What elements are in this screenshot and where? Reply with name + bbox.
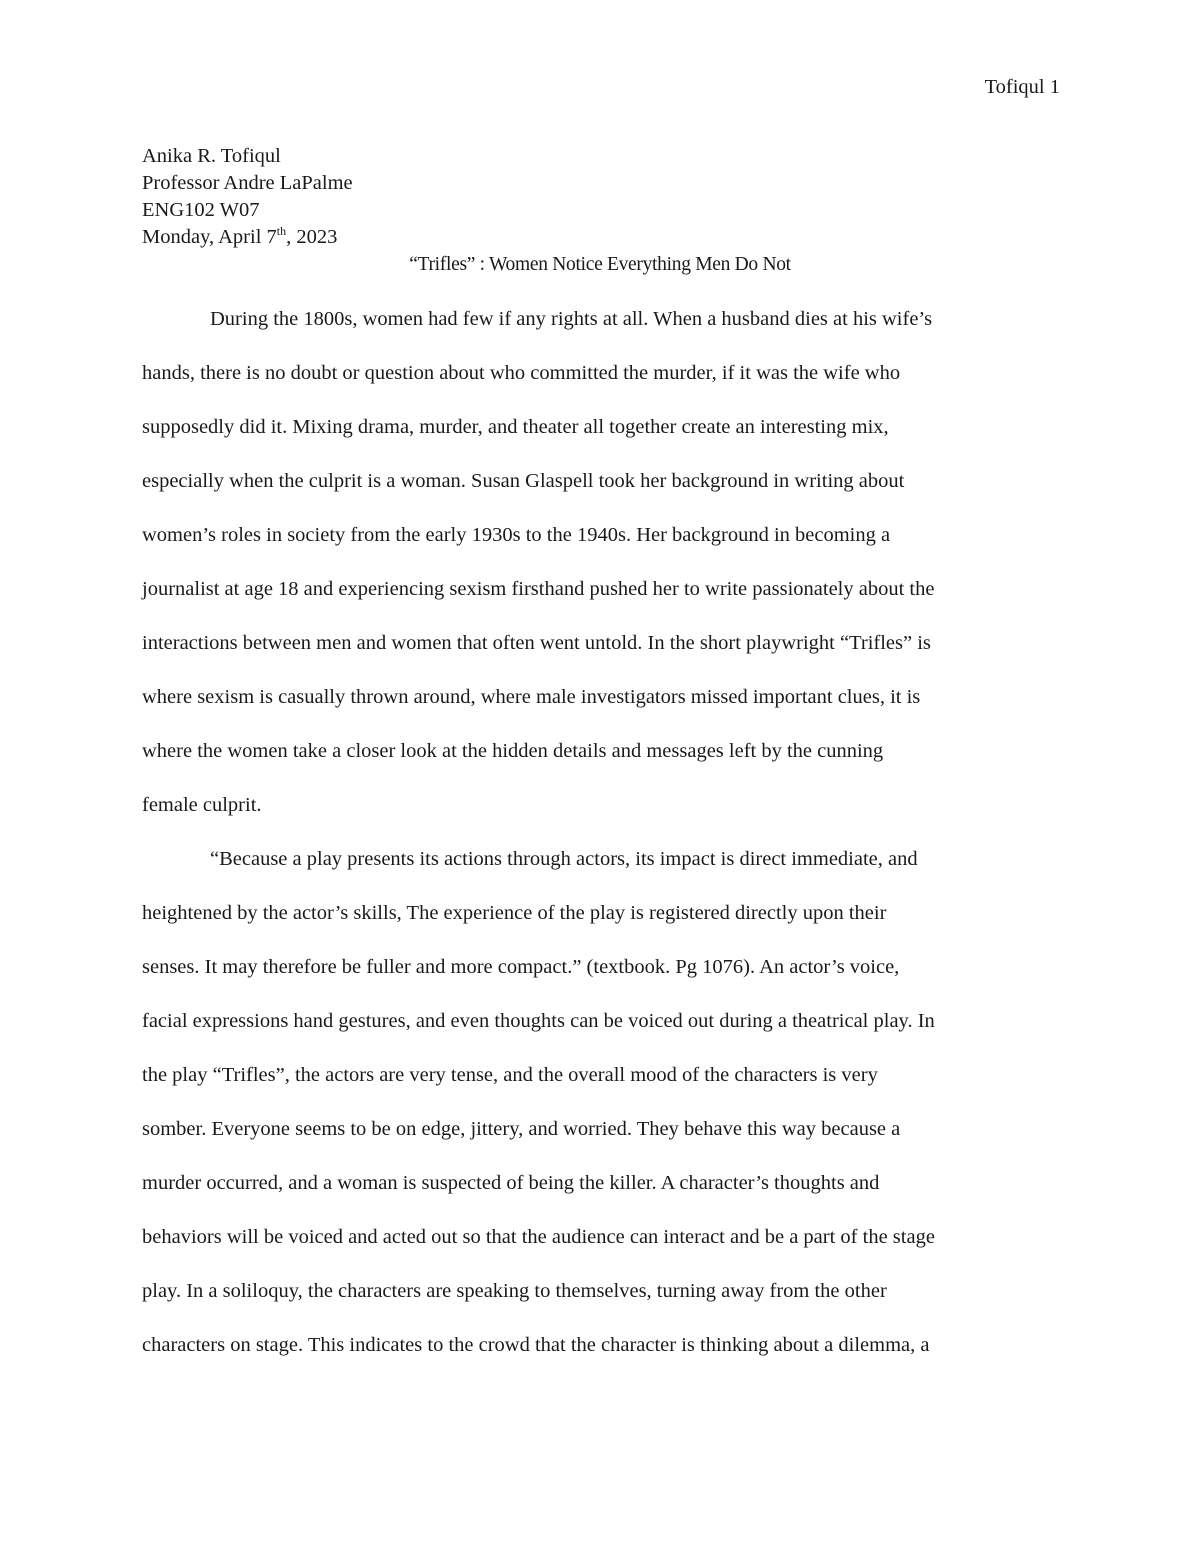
paragraph-2-line-2: heightened by the actor’s skills, The experience of the play is registered directly upon their bbox=[142, 902, 887, 924]
submission-date bbox=[142, 224, 353, 251]
paragraph-2-line-9: play. In a soliloquy, the characters are speaking to themselves, turning away from the other bbox=[142, 1280, 887, 1302]
paragraph-2-line-7: murder occurred, and a woman is suspected of being the killer. A character’s thoughts and bbox=[142, 1172, 880, 1194]
paragraph-2-line-5: the play “Trifles”, the actors are very tense, and the overall mood of the characters is very bbox=[142, 1064, 878, 1086]
paragraph-2-line-10: characters on stage. This indicates to the crowd that the character is thinking about a dilemma, a bbox=[142, 1334, 930, 1356]
paragraph-2-line-4: facial expressions hand gestures, and even thoughts can be voiced out during a theatrical play. In bbox=[142, 1010, 935, 1032]
paragraph-1-line-4: especially when the culprit is a woman. Susan Glaspell took her background in writing about bbox=[142, 470, 905, 492]
professor-name: Professor Andre LaPalme bbox=[142, 172, 353, 194]
running-header: Tofiqul 1 bbox=[984, 76, 1060, 98]
paragraph-1-line-10: female culprit. bbox=[142, 794, 262, 816]
paragraph-1-line-9: where the women take a closer look at the hidden details and messages left by the cunning bbox=[142, 740, 884, 762]
course-code: ENG102 W07 bbox=[142, 199, 260, 221]
date-prefix: Monday, April 7 bbox=[142, 226, 277, 248]
mla-heading bbox=[142, 143, 353, 251]
paragraph-2-line-8: behaviors will be voiced and acted out so that the audience can interact and be a part of the stage bbox=[142, 1226, 935, 1248]
essay-title: “Trifles” : Women Notice Everything Men Do Not bbox=[409, 254, 791, 275]
paragraph-2-line-1: “Because a play presents its actions through actors, its impact is direct immediate, and bbox=[210, 848, 918, 870]
paragraph-1-line-6: journalist at age 18 and experiencing sexism firsthand pushed her to write passionately about the bbox=[142, 578, 935, 600]
paragraph-1-line-7: interactions between men and women that often went untold. In the short playwright “Trifles” is bbox=[142, 632, 931, 654]
paragraph-1-line-3: supposedly did it. Mixing drama, murder, and theater all together create an interesting mix, bbox=[142, 416, 889, 438]
essay-body bbox=[142, 306, 1056, 1386]
author-name: Anika R. Tofiqul bbox=[142, 145, 281, 167]
paragraph-1-line-1: During the 1800s, women had few if any rights at all. When a husband dies at his wife’s bbox=[210, 308, 933, 330]
paragraph-2-line-6: somber. Everyone seems to be on edge, jittery, and worried. They behave this way because a bbox=[142, 1118, 901, 1140]
paragraph-2-line-3: senses. It may therefore be fuller and more compact.” (textbook. Pg 1076). An actor’s voice, bbox=[142, 956, 900, 978]
paragraph-1-line-8: where sexism is casually thrown around, where male investigators missed important clues, it is bbox=[142, 686, 921, 708]
paragraph-1-line-2: hands, there is no doubt or question about who committed the murder, if it was the wife who bbox=[142, 362, 901, 384]
paragraph-1-line-5: women’s roles in society from the early 1930s to the 1940s. Her background in becoming a bbox=[142, 524, 891, 546]
date-suffix: , 2023 bbox=[286, 226, 338, 248]
date-superscript: th bbox=[276, 224, 287, 238]
